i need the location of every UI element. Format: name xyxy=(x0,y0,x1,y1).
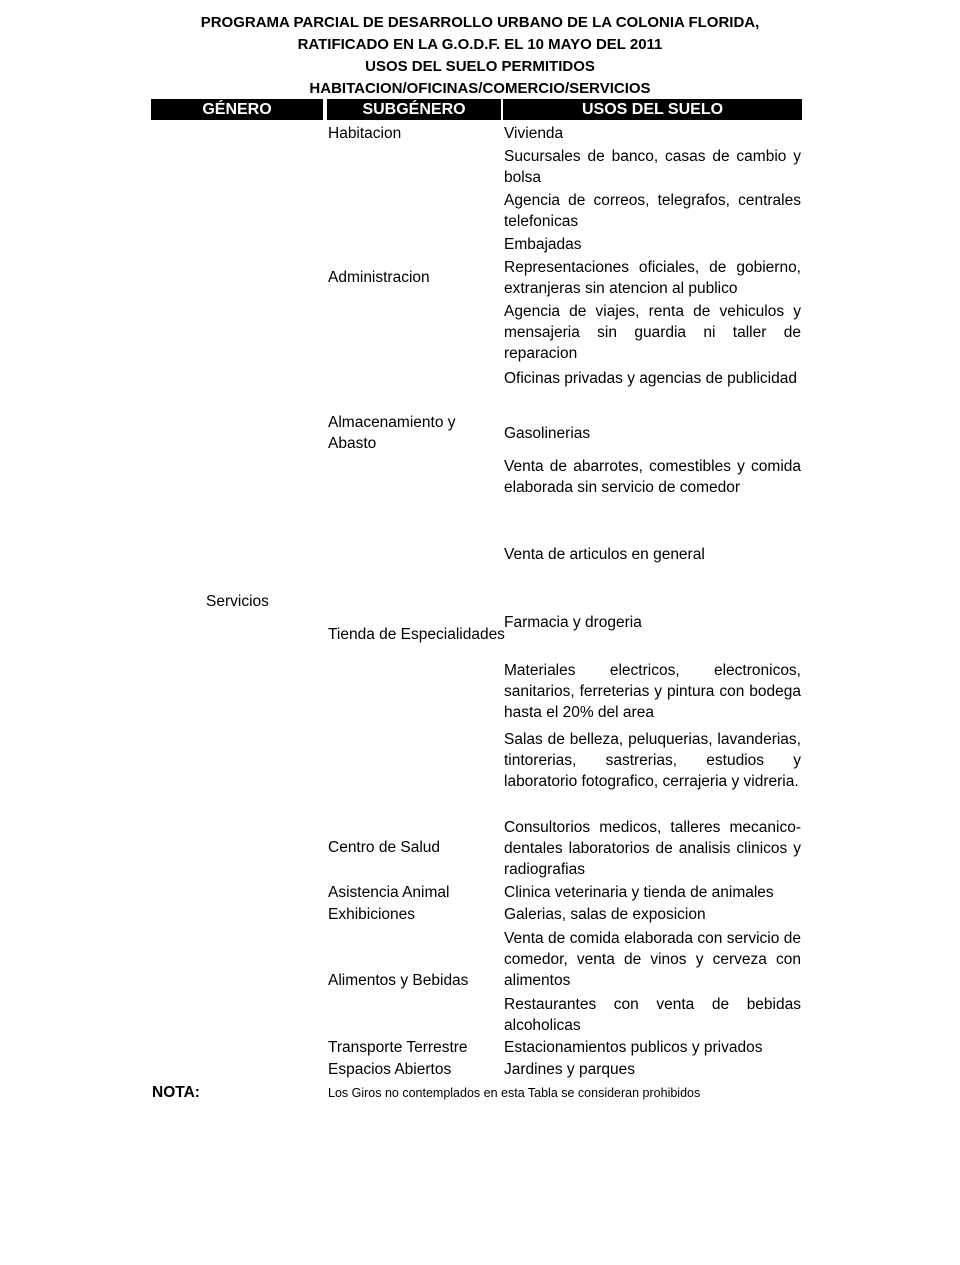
uso-venta-comida: Venta de comida elaborada con servicio de comedor, venta de vinos y cerveza con alimentos xyxy=(504,930,801,989)
uso-salas-belleza: Salas de belleza, peluquerias, lavanderias, tintorerias, sastrerias, estudios y laboratorio fotografico, cerrajeria y vidreria. xyxy=(504,731,801,790)
title-line-4: HABITACION/OFICINAS/COMERCIO/SERVICIOS xyxy=(309,80,651,97)
genero-cell: Servicios xyxy=(206,593,269,610)
subgenero-tienda-especialidades: Tienda de Especialidades xyxy=(328,626,505,643)
uso-agencia-correos: Agencia de correos, telegrafos, centrales telefonicas xyxy=(504,192,801,230)
subgenero-alimentos-bebidas: Alimentos y Bebidas xyxy=(328,972,469,989)
nota-text: Los Giros no contemplados en esta Tabla se consideran prohibidos xyxy=(328,1086,701,1100)
uso-estacionamientos: Estacionamientos publicos y privados xyxy=(504,1039,763,1056)
header-subgenero: SUBGÉNERO xyxy=(327,99,501,120)
uso-galerias: Galerias, salas de exposicion xyxy=(504,906,706,923)
header-genero: GÉNERO xyxy=(151,99,323,120)
uso-gasolinerias: Gasolinerias xyxy=(504,425,591,442)
uso-venta-articulos: Venta de articulos en general xyxy=(504,546,705,563)
subgenero-transporte-terrestre: Transporte Terrestre xyxy=(328,1039,468,1056)
uso-embajadas: Embajadas xyxy=(504,236,582,253)
subgenero-almacenamiento: Almacenamiento y Abasto xyxy=(328,414,456,452)
uso-jardines-parques: Jardines y parques xyxy=(504,1061,635,1078)
subgenero-centro-salud: Centro de Salud xyxy=(328,839,441,856)
subgenero-habitacion: Habitacion xyxy=(328,125,402,142)
uso-agencia-viajes: Agencia de viajes, renta de vehiculos y mensajeria sin guardia ni taller de reparacion xyxy=(504,303,801,362)
uso-vivienda: Vivienda xyxy=(504,125,564,142)
uso-venta-abarrotes: Venta de abarrotes, comestibles y comida elaborada sin servicio de comedor xyxy=(504,458,801,496)
uso-consultorios: Consultorios medicos, talleres mecanico-dentales laboratorios de analisis clinicos y radiografias xyxy=(504,819,801,878)
nota-label: NOTA: xyxy=(152,1084,200,1101)
header-usos-del-suelo: USOS DEL SUELO xyxy=(503,99,802,120)
subgenero-administracion: Administracion xyxy=(328,269,430,286)
uso-restaurantes: Restaurantes con venta de bebidas alcoholicas xyxy=(504,996,801,1034)
uso-clinica-veterinaria: Clinica veterinaria y tienda de animales xyxy=(504,884,774,901)
subgenero-espacios-abiertos: Espacios Abiertos xyxy=(328,1061,452,1078)
title-line-1: PROGRAMA PARCIAL DE DESARROLLO URBANO DE LA COLONIA FLORIDA, xyxy=(200,14,760,31)
uso-representaciones-oficiales: Representaciones oficiales, de gobierno, extranjeras sin atencion al publico xyxy=(504,259,801,297)
subgenero-exhibiciones: Exhibiciones xyxy=(328,906,416,923)
subgenero-asistencia-animal: Asistencia Animal xyxy=(328,884,450,901)
uso-farmacia: Farmacia y drogeria xyxy=(504,614,642,631)
uso-materiales-electricos: Materiales electricos, electronicos, sanitarios, ferreterias y pintura con bodega hasta el 20% del area xyxy=(504,662,801,721)
title-line-3: USOS DEL SUELO PERMITIDOS xyxy=(365,58,595,75)
uso-sucursales-banco: Sucursales de banco, casas de cambio y bolsa xyxy=(504,148,801,186)
uso-oficinas-privadas: Oficinas privadas y agencias de publicidad xyxy=(504,370,797,387)
title-line-2: RATIFICADO EN LA G.O.D.F. EL 10 MAYO DEL 2011 xyxy=(297,36,663,53)
